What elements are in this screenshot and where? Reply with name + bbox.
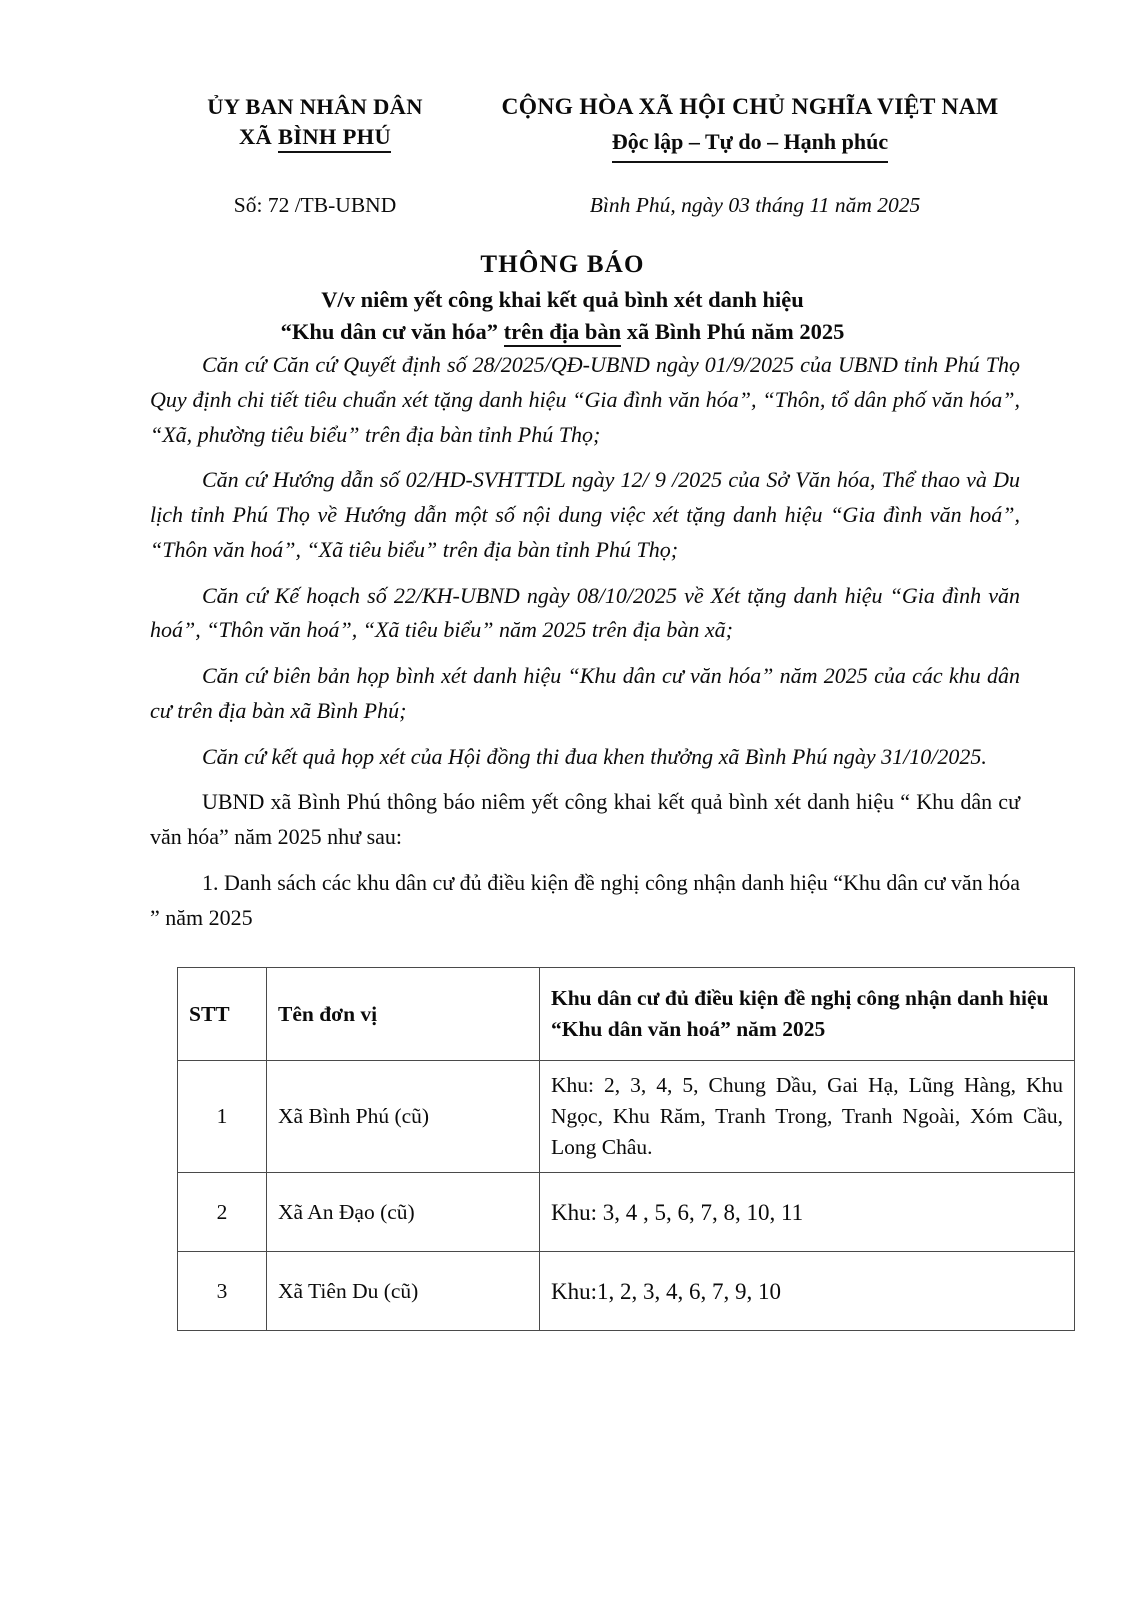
issuing-authority-line2 — [239, 122, 391, 152]
document-subject-line1: V/v niêm yết công khai kết quả bình xét danh hiệu — [321, 287, 804, 313]
national-motto: Độc lập – Tự do – Hạnh phúc — [612, 125, 888, 163]
national-heading-block — [480, 92, 1125, 163]
row-index: 1 — [178, 1061, 267, 1173]
document-subject-line2 — [0, 316, 1125, 348]
row-unit-name: Xã Bình Phú (cũ) — [267, 1061, 540, 1173]
table-row — [178, 1173, 1075, 1252]
document-type-title: THÔNG BÁO — [480, 250, 645, 278]
legal-basis-paragraph: Căn cứ Căn cứ Quyết định số 28/2025/QĐ-UBND ngày 01/9/2025 của UBND tỉnh Phú Thọ Quy định chi tiết tiêu chuẩn xét tặng danh hiệu “Gia đình văn hóa”, “Thôn, tổ dân phố văn hóa”, “Xã, phường tiêu biểu” trên địa bàn tỉnh Phú Thọ; — [150, 352, 1020, 447]
table-header-stt: STT — [178, 968, 267, 1061]
document-body — [150, 348, 1020, 935]
place-and-date: Bình Phú, ngày 03 tháng 11 năm 2025 — [589, 192, 921, 217]
row-unit-name: Xã An Đạo (cũ) — [267, 1173, 540, 1252]
commune-name: BÌNH PHÚ — [278, 124, 391, 153]
row-area-list: Khu: 2, 3, 4, 5, Chung Dầu, Gai Hạ, Lũng Hàng, Khu Ngọc, Khu Răm, Tranh Trong, Tranh Ngoài, Xóm Cầu, Long Châu. — [540, 1061, 1075, 1173]
issuing-authority-line1: ỦY BAN NHÂN DÂN — [207, 94, 423, 119]
subject-quoted-term: “Khu dân cư văn hóa” — [280, 319, 498, 345]
document-title-block — [0, 248, 1125, 349]
issuing-authority-block — [150, 92, 480, 151]
table-row — [178, 1061, 1075, 1173]
subject-underlined-part: trên địa bàn — [504, 319, 622, 347]
table-header-row — [178, 968, 1075, 1061]
row-index: 3 — [178, 1252, 267, 1331]
table-header-unit: Tên đơn vị — [267, 968, 540, 1061]
table-row — [178, 1252, 1075, 1331]
national-title: CỘNG HÒA XÃ HỘI CHỦ NGHĨA VIỆT NAM — [501, 94, 999, 120]
row-unit-name: Xã Tiên Du (cũ) — [267, 1252, 540, 1331]
legal-basis-paragraph: Căn cứ Hướng dẫn số 02/HD-SVHTTDL ngày 12/ 9 /2025 của Sở Văn hóa, Thể thao và Du lịch tỉnh Phú Thọ về Hướng dẫn một số nội dung việc xét tặng danh hiệu “Gia đình văn hoá”, “Thôn văn hoá”, “Xã tiêu biểu” trên địa bàn tỉnh Phú Thọ; — [150, 467, 1020, 562]
document-header — [0, 0, 1125, 163]
row-area-list: Khu:1, 2, 3, 4, 6, 7, 9, 10 — [540, 1252, 1075, 1331]
section-1-heading: 1. Danh sách các khu dân cư đủ điều kiện đề nghị công nhận danh hiệu “Khu dân cư văn hóa ” năm 2025 — [150, 869, 1020, 930]
subject-tail: xã Bình Phú năm 2025 — [626, 319, 845, 345]
document-number: Số: 72 /TB-UBND — [233, 192, 397, 217]
legal-basis-paragraph: Căn cứ kết quả họp xét của Hội đồng thi đua khen thưởng xã Bình Phú ngày 31/10/2025. — [202, 743, 987, 769]
results-table-container — [177, 967, 1063, 1331]
announcement-paragraph: UBND xã Bình Phú thông báo niêm yết công khai kết quả bình xét danh hiệu “ Khu dân cư văn hóa” năm 2025 như sau: — [150, 789, 1020, 850]
document-meta-row — [0, 193, 1125, 218]
legal-basis-paragraph: Căn cứ Kế hoạch số 22/KH-UBND ngày 08/10/2025 về Xét tặng danh hiệu “Gia đình văn hoá”, “Thôn văn hoá”, “Xã tiêu biểu” năm 2025 trên địa bàn xã; — [150, 582, 1020, 643]
legal-basis-paragraph: Căn cứ biên bản họp bình xét danh hiệu “Khu dân cư văn hóa” năm 2025 của các khu dân cư trên địa bàn xã Bình Phú; — [150, 663, 1020, 723]
commune-prefix: XÃ — [238, 123, 273, 149]
row-area-list: Khu: 3, 4 , 5, 6, 7, 8, 10, 11 — [540, 1173, 1075, 1252]
results-table — [177, 967, 1075, 1331]
row-index: 2 — [178, 1173, 267, 1252]
table-header-area: Khu dân cư đủ điều kiện đề nghị công nhận danh hiệu “Khu dân văn hoá” năm 2025 — [540, 968, 1075, 1061]
